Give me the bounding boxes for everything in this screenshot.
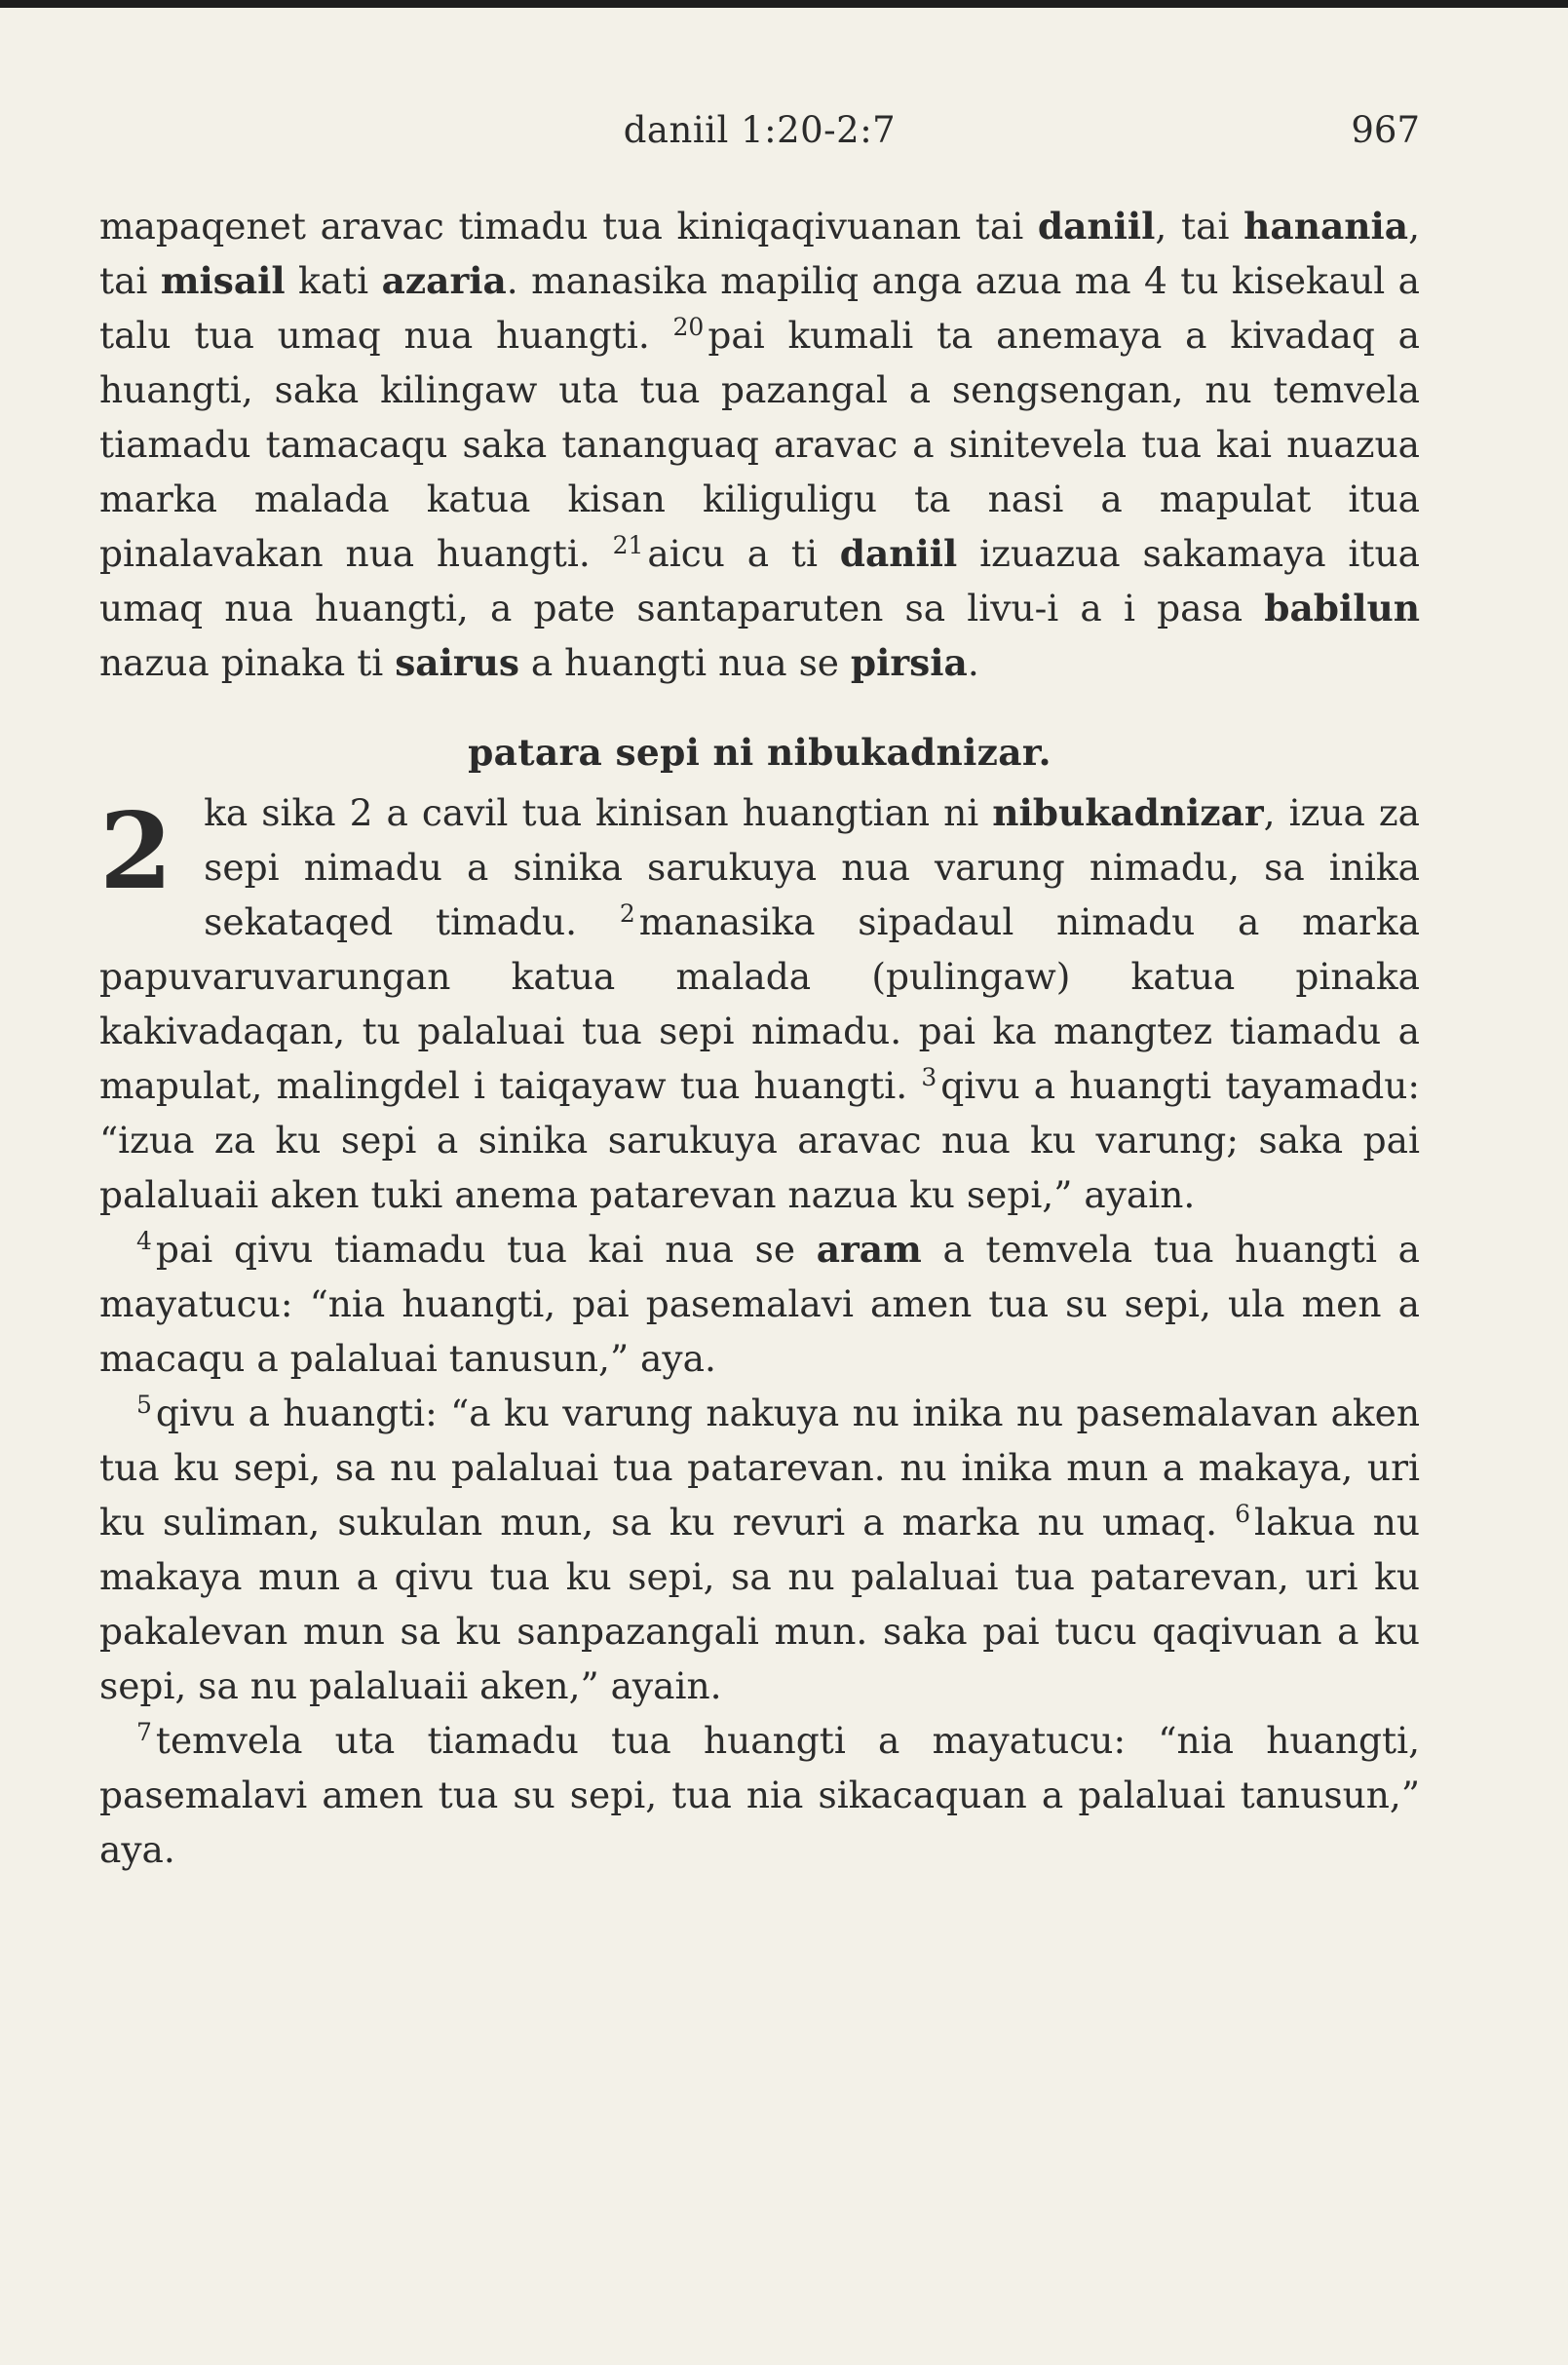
page-header xyxy=(99,97,1420,166)
paragraph-5: $^5$ qivu a huangti: “a ku varung nakuya nu inika nu pasemalavan aken tua ku sepi, sa nu palaluai tua patarevan. nu inika mun a makaya, uri ku suliman, sukulan mun, sa ku revuri a marka nu umaq. $^6$ lakua nu makaya mun a qivu tua ku sepi, sa nu palaluai tua patarevan, uri ku pakalevan mun sa ku sanpazangali mun. saka pai tucu qaqivuan a ku sepi, sa nu palaluaii aken,” ayain. xyxy=(99,1390,1420,1707)
paragraph-chapter-start: ka sika 2 a cavil tua kinisan huangtian ni nibukadnizar, izua za sepi nimadu a sinika sarukuya nua varung nimadu, sa inika sekataqed timadu. $^2$ manasika sipadaul nimadu a marka papuvaruvarungan katua malada (pulingaw) katua pinaka kakivadaqan, tu palaluai tua sepi nimadu. pai ka mangtez tiamadu a mapulat, malingdel i taiqayaw tua huangti. $^3$ qivu a huangti tayamadu: “izua za ku sepi a sinika sarukuya aravac nua ku varung; saka pai palaluaii aken tuki anema patarevan nazua ku sepi,” ayain. xyxy=(99,791,1421,1216)
chapter-2 xyxy=(99,785,1420,1222)
section-heading: patara sepi ni nibukadnizar. xyxy=(468,731,1052,774)
chapter-number: 2 xyxy=(99,790,173,913)
name-babilun: babilun xyxy=(1264,587,1420,629)
name-hanania: hanania xyxy=(1243,205,1409,248)
name-daniil: daniil xyxy=(1037,205,1156,248)
name-nibukadnizar: nibukadnizar xyxy=(992,791,1264,834)
page-number: 967 xyxy=(1351,109,1420,151)
name-sairus: sairus xyxy=(395,641,519,684)
verse-number: 21 xyxy=(612,530,644,559)
verse-number: 3 xyxy=(921,1062,937,1091)
paragraph-4: $^4$ pai qivu tiamadu tua kai nua se aram a temvela tua huangti a mayatucu: “nia huangti, pai pasemalavi amen tua su sepi, ula men a macaqu a palaluai tanusun,” aya. xyxy=(99,1226,1420,1380)
top-edge xyxy=(0,0,1568,8)
book-page xyxy=(99,97,1420,1877)
paragraph-1: mapaqenet aravac timadu tua kiniqaqivuanan tai daniil, tai hanania, tai misail kati azaria. manasika mapiliq anga azua ma 4 tu kisekaul a talu tua umaq nua huangti. $^{20}$ pai kumali ta anemaya a kivadaq a huangti, saka kilingaw uta tua pazangal a sengsengan, nu temvela tiamadu tamacaqu saka tananguaq aravac a sinitevela tua kai nuazua marka malada katua kisan kiliguligu ta nasi a mapulat itua pinalavakan nua huangti. $^{21}$ aicu a ti daniil izuazua sakamaya itua umaq nua huangti, a pate santaparuten sa livu-i a i pasa babilun nazua pinaka ti sairus a huangti nua se pirsia. xyxy=(99,205,1421,684)
page-body xyxy=(99,199,1420,1877)
verse-number: 5 xyxy=(136,1390,152,1419)
name-misail: misail xyxy=(160,259,286,302)
verse-number: 2 xyxy=(619,898,635,928)
verse-number: 4 xyxy=(136,1226,152,1255)
name-daniil: daniil xyxy=(839,532,958,575)
name-azaria: azaria xyxy=(381,259,507,302)
verse-number: 7 xyxy=(136,1717,152,1746)
name-pirsia: pirsia xyxy=(850,641,968,684)
paragraph-7: $^7$ temvela uta tiamadu tua huangti a mayatucu: “nia huangti, pasemalavi amen tua su sepi, tua nia sikacaquan a palaluai tanusun,” aya. xyxy=(99,1717,1420,1871)
verse-number: 20 xyxy=(672,312,705,341)
verse-number: 6 xyxy=(1235,1499,1251,1528)
name-aram: aram xyxy=(816,1228,922,1271)
running-title: daniil 1:20-2:7 xyxy=(623,109,897,151)
